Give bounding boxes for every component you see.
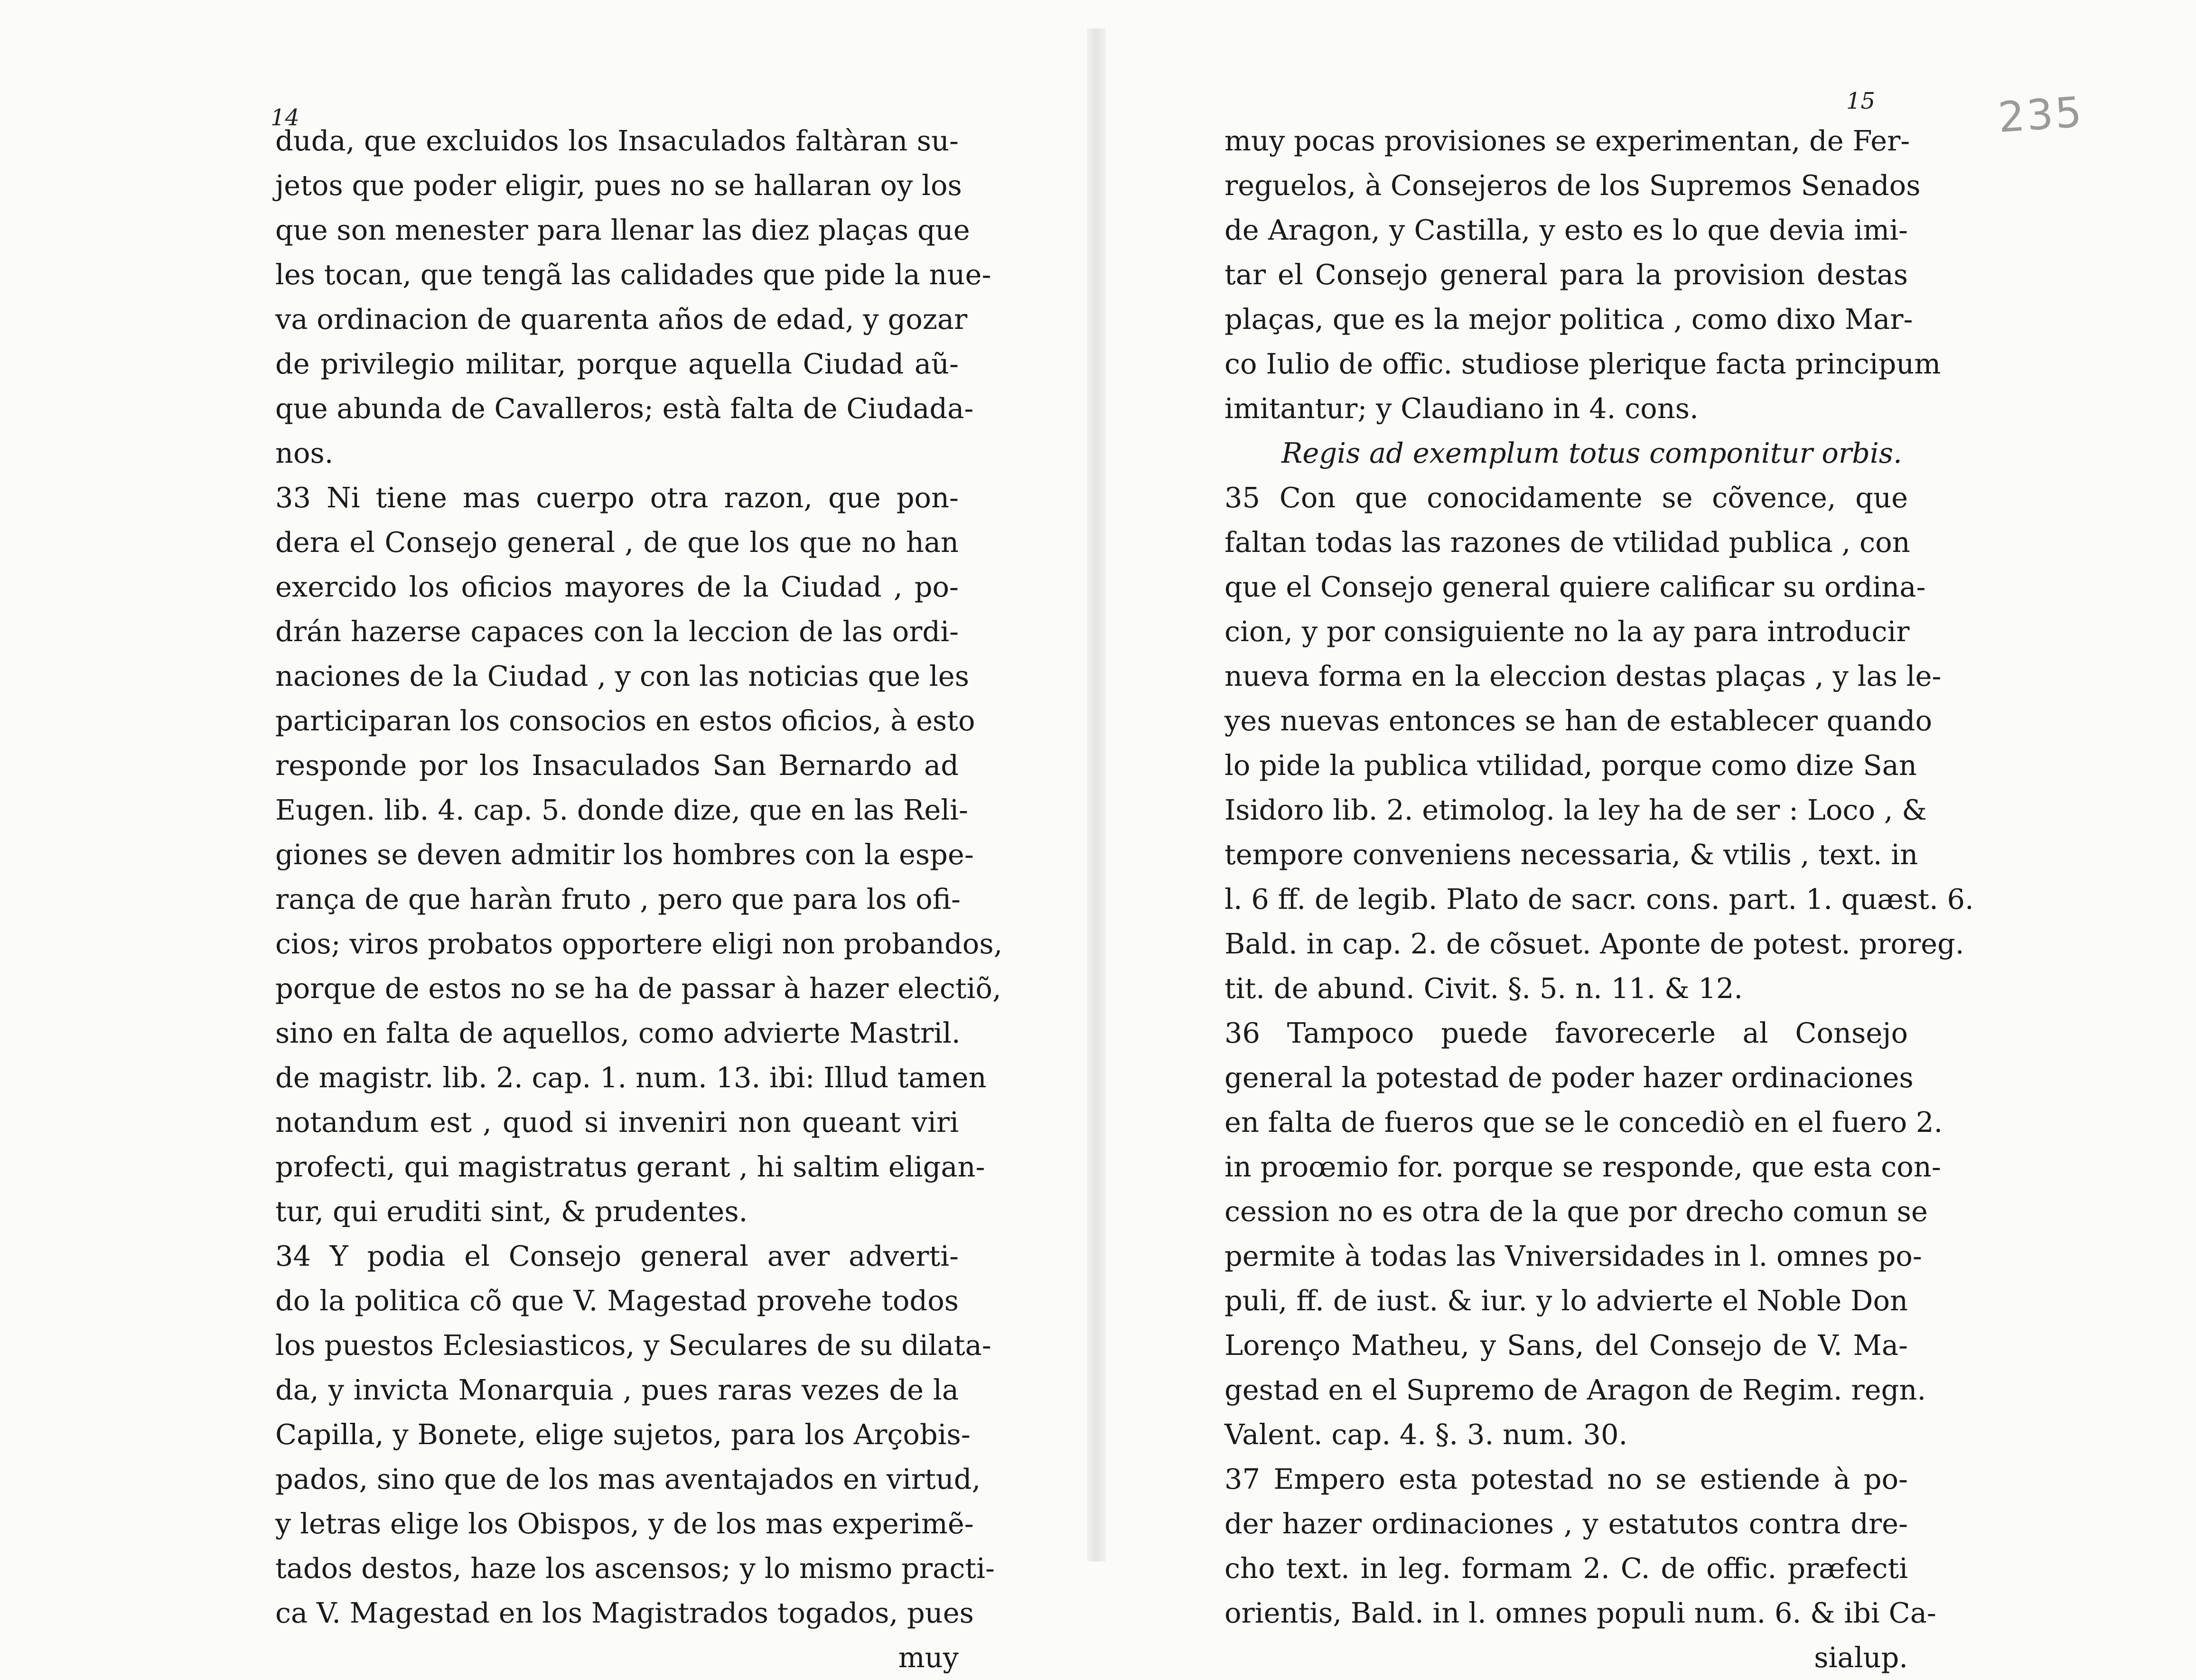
text-line: puli, ff. de iust. & iur. y lo advierte el Noble Don: [1224, 1284, 1908, 1317]
text-line: porque de estos no se ha de passar à hazer electiõ,: [275, 972, 1001, 1005]
text-line: permite à todas las Vniversidades in l. omnes po-: [1224, 1240, 1922, 1272]
text-line: Lorenço Matheu, y Sans, del Consejo de V. Ma-: [1224, 1329, 1908, 1362]
text-line: duda, que excluidos los Insaculados faltàran su-: [275, 124, 959, 157]
text-line: tur, qui eruditi sint, & prudentes.: [275, 1195, 748, 1228]
book-gutter: [1087, 28, 1106, 1561]
text-line: general la potestad de poder hazer ordinaciones: [1224, 1061, 1914, 1094]
left-page: [0, 0, 1087, 1674]
text-line: responde por los Insaculados San Bernardo ad: [275, 749, 959, 782]
text-line: cios; viros probatos opportere eligi non probandos,: [275, 927, 1003, 960]
catchword: sialup.: [1814, 1641, 1908, 1674]
text-line: faltan todas las razones de vtilidad publica , con: [1224, 526, 1910, 559]
text-line: que son menester para llenar las diez plaças que: [275, 214, 970, 246]
text-line: rança de que haràn fruto , pero que para los ofi-: [275, 883, 961, 915]
text-line: lo pide la publica vtilidad, porque como dize San: [1224, 749, 1917, 782]
text-line: naciones de la Ciudad , y con las noticias que les: [275, 660, 969, 692]
text-line: 35 Con que conocidamente se cõvence, que: [1224, 481, 1908, 514]
left-text-column: [275, 119, 1003, 1680]
text-line: giones se deven admitir los hombres con la espe-: [275, 838, 974, 871]
text-line: Capilla, y Bonete, elige sujetos, para los Arçobis-: [275, 1418, 971, 1451]
text-line: 36 Tampoco puede favorecerle al Consejo: [1224, 1017, 1908, 1049]
text-line: l. 6 ff. de legib. Plato de sacr. cons. part. 1. quæst. 6.: [1224, 883, 1974, 915]
page-number: 15: [1846, 88, 1876, 114]
text-line: muy pocas provisiones se experimentan, de Fer-: [1224, 124, 1910, 157]
archive-folio-number: 235: [1996, 87, 2085, 142]
text-line: nueva forma en la eleccion destas plaças , y las le-: [1224, 660, 1942, 692]
text-line: participaran los consocios en estos oficios, à esto: [275, 704, 975, 737]
text-line: imitantur; y Claudiano in 4. cons.: [1224, 392, 1699, 425]
text-line: de magistr. lib. 2. cap. 1. num. 13. ibi: Illud tamen: [275, 1061, 987, 1094]
text-line: Bald. in cap. 2. de cõsuet. Aponte de potest. proreg.: [1224, 927, 1964, 960]
text-line: 34 Y podia el Consejo general aver adverti-: [275, 1240, 959, 1272]
text-line: exercido los oficios mayores de la Ciudad , po-: [275, 570, 959, 603]
text-line: tempore conveniens necessaria, & vtilis , text. in: [1224, 838, 1918, 871]
text-line: gestad en el Supremo de Aragon de Regim. regn.: [1224, 1373, 1926, 1406]
text-line: in proœmio for. porque se responde, que esta con-: [1224, 1150, 1941, 1183]
text-line: 33 Ni tiene mas cuerpo otra razon, que pon-: [275, 481, 959, 514]
right-text-column: [1224, 119, 1974, 1680]
text-line: orientis, Bald. in l. omnes populi num. 6. & ibi Ca-: [1224, 1596, 1936, 1629]
page-number: 14: [271, 104, 300, 131]
text-line: pados, sino que de los mas aventajados en virtud,: [275, 1463, 981, 1495]
text-line: los puestos Eclesiasticos, y Seculares de su dilata-: [275, 1329, 991, 1362]
text-line: Regis ad exemplum totus componitur orbis.: [1281, 437, 1902, 469]
text-line: cho text. in leg. formam 2. C. de offic. præfecti: [1224, 1552, 1908, 1585]
text-line: tit. de abund. Civit. §. 5. n. 11. & 12.: [1224, 972, 1743, 1005]
text-line: sino en falta de aquellos, como advierte Mastril.: [275, 1017, 961, 1049]
text-line: tados destos, haze los ascensos; y lo mismo practi-: [275, 1552, 995, 1585]
text-line: les tocan, que tengã las calidades que pide la nue-: [275, 258, 991, 291]
text-line: de Aragon, y Castilla, y esto es lo que devia imi-: [1224, 214, 1908, 246]
text-line: co Iulio de offic. studiose plerique facta principum: [1224, 347, 1941, 380]
text-line: dera el Consejo general , de que los que no han: [275, 526, 959, 559]
text-line: Eugen. lib. 4. cap. 5. donde dize, que en las Reli-: [275, 793, 968, 826]
text-line: jetos que poder eligir, pues no se hallaran oy los: [275, 169, 962, 202]
text-line: reguelos, à Consejeros de los Supremos Senados: [1224, 169, 1921, 202]
text-line: ca V. Magestad en los Magistrados togados, pues: [275, 1596, 974, 1629]
text-line: Valent. cap. 4. §. 3. num. 30.: [1224, 1418, 1628, 1451]
text-line: do la politica cõ que V. Magestad provehe todos: [275, 1284, 959, 1317]
text-line: cion, y por consiguiente no la ay para introducir: [1224, 615, 1910, 648]
text-line: notandum est , quod si inveniri non queant viri: [275, 1106, 959, 1139]
text-line: cession no es otra de la que por drecho comun se: [1224, 1195, 1928, 1228]
text-line: que el Consejo general quiere calificar su ordina-: [1224, 570, 1926, 603]
text-line: der hazer ordinaciones , y estatutos contra dre-: [1224, 1507, 1908, 1540]
text-line: plaças, que es la mejor politica , como dixo Mar-: [1224, 303, 1913, 336]
text-line: nos.: [275, 437, 334, 469]
text-line: y letras elige los Obispos, y de los mas experimẽ-: [275, 1507, 974, 1540]
catchword: muy: [898, 1641, 959, 1674]
text-line: 37 Empero esta potestad no se estiende à po-: [1224, 1463, 1908, 1495]
text-line: drán hazerse capaces con la leccion de las ordi-: [275, 615, 959, 648]
text-line: yes nuevas entonces se han de establecer quando: [1224, 704, 1932, 737]
text-line: tar el Consejo general para la provision destas: [1224, 258, 1908, 291]
text-line: va ordinacion de quarenta años de edad, y gozar: [275, 303, 968, 336]
text-line: da, y invicta Monarquia , pues raras vezes de la: [275, 1373, 959, 1406]
text-line: de privilegio militar, porque aquella Ciudad aũ-: [275, 347, 959, 380]
text-line: en falta de fueros que se le concediò en el fuero 2.: [1224, 1106, 1943, 1139]
text-line: que abunda de Cavalleros; està falta de Ciudada-: [275, 392, 974, 425]
right-page: [1106, 0, 2196, 1674]
text-line: profecti, qui magistratus gerant , hi saltim eligan-: [275, 1150, 985, 1183]
text-line: Isidoro lib. 2. etimolog. la ley ha de ser : Loco , &: [1224, 793, 1927, 826]
